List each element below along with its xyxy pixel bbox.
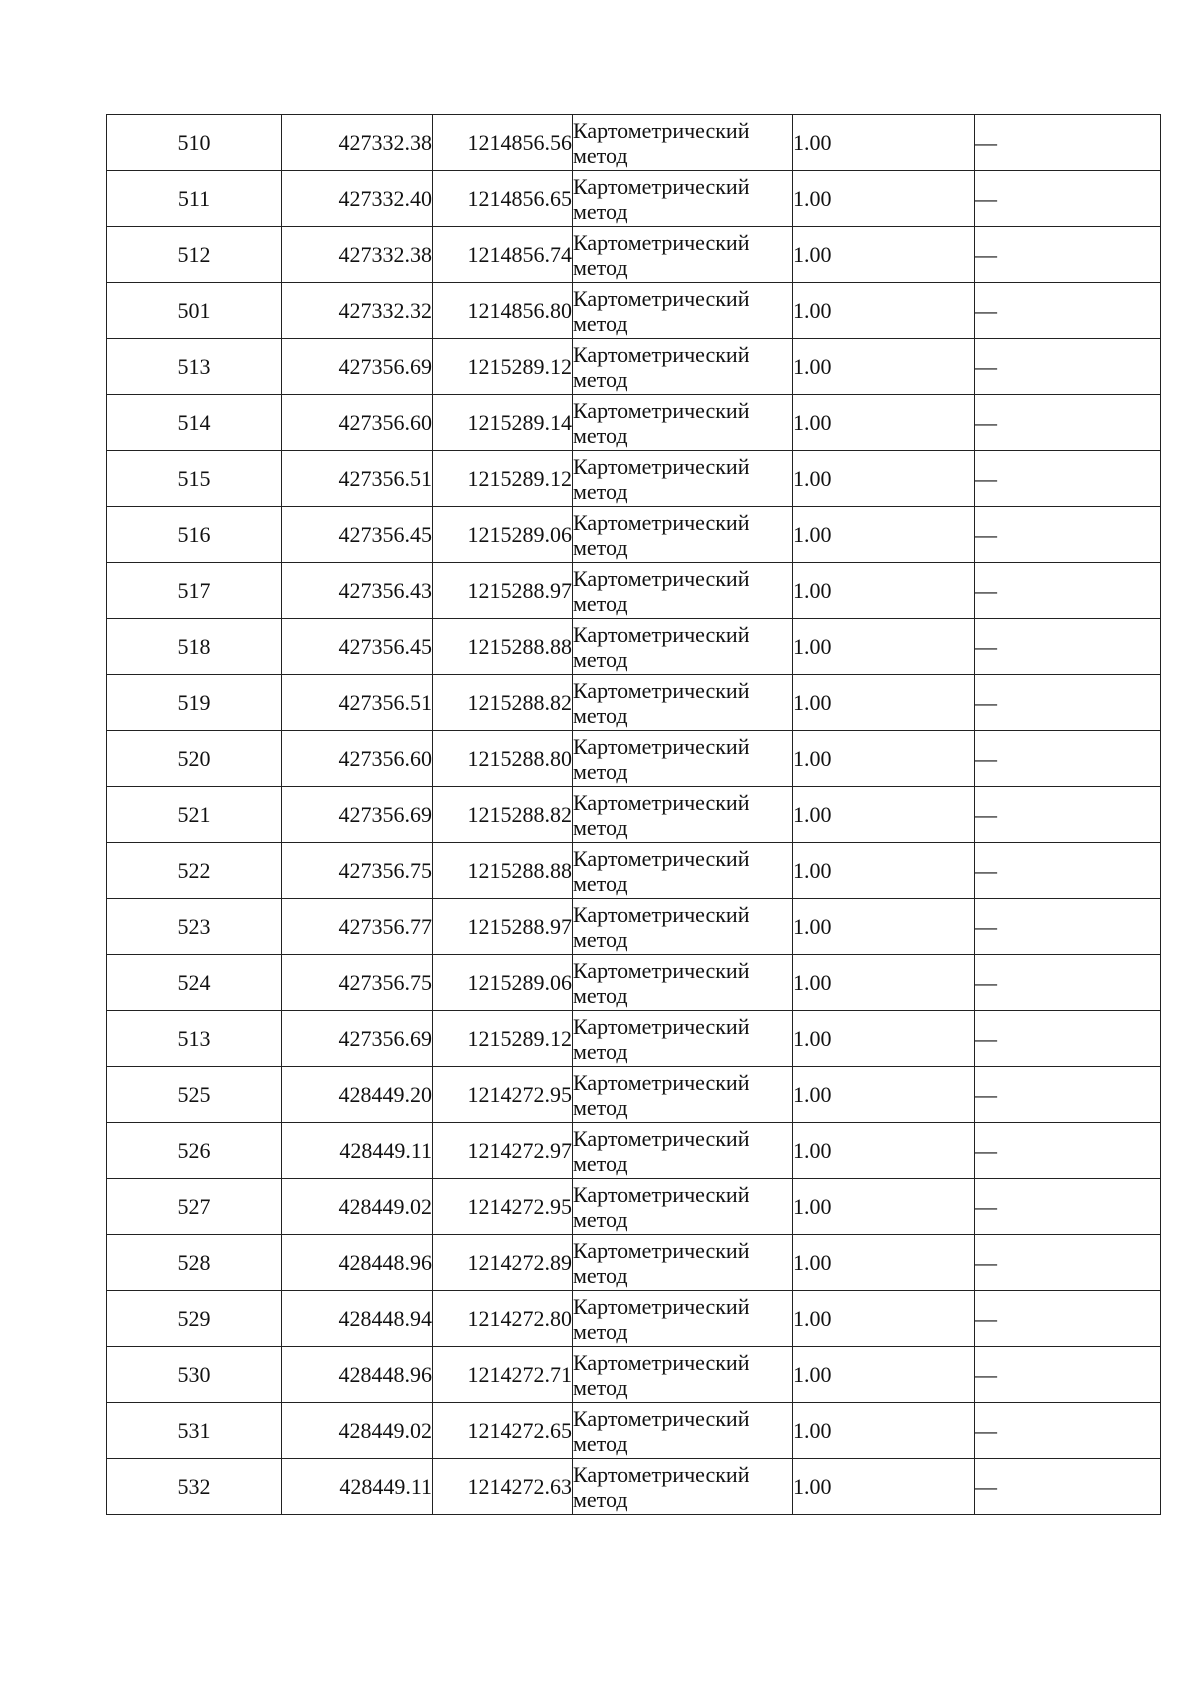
point-number-cell: 515 (107, 451, 282, 507)
table-row (107, 731, 1161, 787)
method-text: Картометрический метод (573, 789, 750, 840)
description-cell: — (975, 1067, 1161, 1123)
x-coordinate-cell: 427356.51 (282, 451, 433, 507)
table-row (107, 1291, 1161, 1347)
x-coordinate-cell: 427356.69 (282, 1011, 433, 1067)
accuracy-cell: 1.00 (793, 283, 975, 339)
table-row (107, 843, 1161, 899)
y-coordinate-cell: 1215289.06 (433, 955, 573, 1011)
table-row (107, 395, 1161, 451)
accuracy-cell: 1.00 (793, 563, 975, 619)
point-number-cell: 525 (107, 1067, 282, 1123)
description-cell: — (975, 1235, 1161, 1291)
y-coordinate-cell: 1214272.63 (433, 1459, 573, 1515)
description-cell: — (975, 507, 1161, 563)
y-coordinate-cell: 1214272.95 (433, 1067, 573, 1123)
y-coordinate-cell: 1214272.97 (433, 1123, 573, 1179)
method-cell (573, 563, 793, 619)
y-coordinate-cell: 1215288.88 (433, 843, 573, 899)
description-cell: — (975, 675, 1161, 731)
description-cell: — (975, 395, 1161, 451)
method-text: Картометрический метод (573, 1013, 750, 1064)
description-cell: — (975, 955, 1161, 1011)
method-cell (573, 1403, 793, 1459)
table-row (107, 1235, 1161, 1291)
description-cell: — (975, 1179, 1161, 1235)
accuracy-cell: 1.00 (793, 1179, 975, 1235)
x-coordinate-cell: 427356.51 (282, 675, 433, 731)
method-text: Картометрический метод (573, 397, 750, 448)
method-text: Картометрический метод (573, 173, 750, 224)
method-text: Картометрический метод (573, 341, 750, 392)
table-row (107, 451, 1161, 507)
method-cell (573, 731, 793, 787)
accuracy-cell: 1.00 (793, 1235, 975, 1291)
point-number-cell: 518 (107, 619, 282, 675)
accuracy-cell: 1.00 (793, 675, 975, 731)
point-number-cell: 521 (107, 787, 282, 843)
accuracy-cell: 1.00 (793, 619, 975, 675)
x-coordinate-cell: 427356.77 (282, 899, 433, 955)
method-text: Картометрический метод (573, 1069, 750, 1120)
y-coordinate-cell: 1214856.56 (433, 115, 573, 171)
point-number-cell: 523 (107, 899, 282, 955)
y-coordinate-cell: 1215289.14 (433, 395, 573, 451)
method-text: Картометрический метод (573, 453, 750, 504)
y-coordinate-cell: 1214856.65 (433, 171, 573, 227)
table-row (107, 283, 1161, 339)
x-coordinate-cell: 427356.45 (282, 507, 433, 563)
accuracy-cell: 1.00 (793, 339, 975, 395)
table-row (107, 227, 1161, 283)
description-cell: — (975, 1459, 1161, 1515)
y-coordinate-cell: 1214856.74 (433, 227, 573, 283)
x-coordinate-cell: 428448.96 (282, 1347, 433, 1403)
point-number-cell: 512 (107, 227, 282, 283)
accuracy-cell: 1.00 (793, 1347, 975, 1403)
x-coordinate-cell: 427356.60 (282, 395, 433, 451)
x-coordinate-cell: 428448.94 (282, 1291, 433, 1347)
method-text: Картометрический метод (573, 285, 750, 336)
coordinates-table-body (107, 115, 1161, 1515)
point-number-cell: 527 (107, 1179, 282, 1235)
method-text: Картометрический метод (573, 1237, 750, 1288)
method-text: Картометрический метод (573, 901, 750, 952)
coordinates-table (106, 114, 1161, 1515)
x-coordinate-cell: 428449.02 (282, 1179, 433, 1235)
y-coordinate-cell: 1214856.80 (433, 283, 573, 339)
point-number-cell: 516 (107, 507, 282, 563)
accuracy-cell: 1.00 (793, 787, 975, 843)
point-number-cell: 501 (107, 283, 282, 339)
table-row (107, 339, 1161, 395)
table-row (107, 675, 1161, 731)
y-coordinate-cell: 1215289.12 (433, 451, 573, 507)
method-cell (573, 675, 793, 731)
table-row (107, 1067, 1161, 1123)
description-cell: — (975, 563, 1161, 619)
method-text: Картометрический метод (573, 1125, 750, 1176)
x-coordinate-cell: 428449.11 (282, 1123, 433, 1179)
point-number-cell: 514 (107, 395, 282, 451)
point-number-cell: 526 (107, 1123, 282, 1179)
method-cell (573, 619, 793, 675)
table-row (107, 899, 1161, 955)
accuracy-cell: 1.00 (793, 899, 975, 955)
description-cell: — (975, 451, 1161, 507)
table-row (107, 1403, 1161, 1459)
method-text: Картометрический метод (573, 677, 750, 728)
accuracy-cell: 1.00 (793, 1459, 975, 1515)
y-coordinate-cell: 1215289.12 (433, 339, 573, 395)
description-cell: — (975, 283, 1161, 339)
y-coordinate-cell: 1214272.95 (433, 1179, 573, 1235)
method-cell (573, 395, 793, 451)
point-number-cell: 520 (107, 731, 282, 787)
accuracy-cell: 1.00 (793, 1067, 975, 1123)
method-text: Картометрический метод (573, 733, 750, 784)
method-cell (573, 787, 793, 843)
method-text: Картометрический метод (573, 117, 750, 168)
description-cell: — (975, 1011, 1161, 1067)
method-cell (573, 227, 793, 283)
method-cell (573, 1459, 793, 1515)
accuracy-cell: 1.00 (793, 1011, 975, 1067)
method-cell (573, 1011, 793, 1067)
method-text: Картометрический метод (573, 1349, 750, 1400)
x-coordinate-cell: 428448.96 (282, 1235, 433, 1291)
table-row (107, 1179, 1161, 1235)
point-number-cell: 522 (107, 843, 282, 899)
method-text: Картометрический метод (573, 565, 750, 616)
description-cell: — (975, 339, 1161, 395)
description-cell: — (975, 115, 1161, 171)
table-row (107, 787, 1161, 843)
table-row (107, 619, 1161, 675)
method-cell (573, 507, 793, 563)
x-coordinate-cell: 427332.40 (282, 171, 433, 227)
x-coordinate-cell: 427332.38 (282, 115, 433, 171)
y-coordinate-cell: 1215288.97 (433, 899, 573, 955)
y-coordinate-cell: 1214272.71 (433, 1347, 573, 1403)
method-cell (573, 1347, 793, 1403)
x-coordinate-cell: 427356.60 (282, 731, 433, 787)
accuracy-cell: 1.00 (793, 115, 975, 171)
y-coordinate-cell: 1215289.06 (433, 507, 573, 563)
x-coordinate-cell: 427356.43 (282, 563, 433, 619)
point-number-cell: 528 (107, 1235, 282, 1291)
accuracy-cell: 1.00 (793, 1291, 975, 1347)
table-row (107, 171, 1161, 227)
y-coordinate-cell: 1214272.65 (433, 1403, 573, 1459)
description-cell: — (975, 1347, 1161, 1403)
accuracy-cell: 1.00 (793, 1123, 975, 1179)
description-cell: — (975, 1403, 1161, 1459)
method-text: Картометрический метод (573, 1293, 750, 1344)
method-cell (573, 843, 793, 899)
description-cell: — (975, 787, 1161, 843)
table-row (107, 955, 1161, 1011)
description-cell: — (975, 171, 1161, 227)
accuracy-cell: 1.00 (793, 1403, 975, 1459)
method-text: Картометрический метод (573, 845, 750, 896)
accuracy-cell: 1.00 (793, 843, 975, 899)
accuracy-cell: 1.00 (793, 451, 975, 507)
accuracy-cell: 1.00 (793, 395, 975, 451)
table-row (107, 1123, 1161, 1179)
accuracy-cell: 1.00 (793, 227, 975, 283)
method-text: Картометрический метод (573, 1405, 750, 1456)
y-coordinate-cell: 1215288.80 (433, 731, 573, 787)
accuracy-cell: 1.00 (793, 955, 975, 1011)
point-number-cell: 513 (107, 1011, 282, 1067)
method-text: Картометрический метод (573, 509, 750, 560)
description-cell: — (975, 1291, 1161, 1347)
method-text: Картометрический метод (573, 1461, 750, 1512)
point-number-cell: 529 (107, 1291, 282, 1347)
point-number-cell: 517 (107, 563, 282, 619)
accuracy-cell: 1.00 (793, 731, 975, 787)
point-number-cell: 519 (107, 675, 282, 731)
description-cell: — (975, 1123, 1161, 1179)
description-cell: — (975, 731, 1161, 787)
table-row (107, 563, 1161, 619)
method-cell (573, 339, 793, 395)
method-cell (573, 1067, 793, 1123)
y-coordinate-cell: 1215289.12 (433, 1011, 573, 1067)
y-coordinate-cell: 1215288.82 (433, 787, 573, 843)
method-text: Картометрический метод (573, 1181, 750, 1232)
table-row (107, 1459, 1161, 1515)
accuracy-cell: 1.00 (793, 507, 975, 563)
accuracy-cell: 1.00 (793, 171, 975, 227)
method-cell (573, 451, 793, 507)
x-coordinate-cell: 427332.32 (282, 283, 433, 339)
y-coordinate-cell: 1214272.80 (433, 1291, 573, 1347)
x-coordinate-cell: 428449.02 (282, 1403, 433, 1459)
table-row (107, 1347, 1161, 1403)
method-text: Картометрический метод (573, 957, 750, 1008)
description-cell: — (975, 619, 1161, 675)
method-text: Картометрический метод (573, 621, 750, 672)
description-cell: — (975, 227, 1161, 283)
method-cell (573, 955, 793, 1011)
point-number-cell: 524 (107, 955, 282, 1011)
method-cell (573, 899, 793, 955)
x-coordinate-cell: 427356.69 (282, 787, 433, 843)
x-coordinate-cell: 427356.75 (282, 843, 433, 899)
x-coordinate-cell: 427356.45 (282, 619, 433, 675)
method-cell (573, 283, 793, 339)
point-number-cell: 530 (107, 1347, 282, 1403)
table-row (107, 115, 1161, 171)
point-number-cell: 531 (107, 1403, 282, 1459)
description-cell: — (975, 899, 1161, 955)
method-cell (573, 115, 793, 171)
x-coordinate-cell: 428449.20 (282, 1067, 433, 1123)
point-number-cell: 513 (107, 339, 282, 395)
table-row (107, 1011, 1161, 1067)
point-number-cell: 532 (107, 1459, 282, 1515)
method-cell (573, 1291, 793, 1347)
x-coordinate-cell: 427356.75 (282, 955, 433, 1011)
table-row (107, 507, 1161, 563)
description-cell: — (975, 843, 1161, 899)
x-coordinate-cell: 427332.38 (282, 227, 433, 283)
y-coordinate-cell: 1214272.89 (433, 1235, 573, 1291)
y-coordinate-cell: 1215288.82 (433, 675, 573, 731)
method-text: Картометрический метод (573, 229, 750, 280)
y-coordinate-cell: 1215288.97 (433, 563, 573, 619)
x-coordinate-cell: 428449.11 (282, 1459, 433, 1515)
method-cell (573, 1123, 793, 1179)
x-coordinate-cell: 427356.69 (282, 339, 433, 395)
y-coordinate-cell: 1215288.88 (433, 619, 573, 675)
method-cell (573, 1179, 793, 1235)
method-cell (573, 171, 793, 227)
point-number-cell: 510 (107, 115, 282, 171)
point-number-cell: 511 (107, 171, 282, 227)
method-cell (573, 1235, 793, 1291)
